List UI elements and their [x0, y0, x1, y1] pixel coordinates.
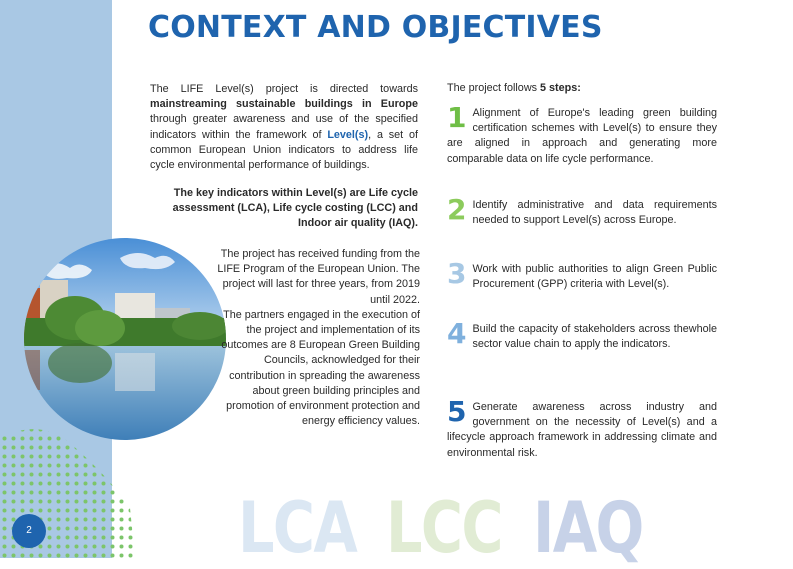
- lcc-watermark: LCC: [386, 487, 502, 569]
- page-number-badge: 2: [12, 514, 46, 548]
- key-indicators-paragraph: The key indicators within Level(s) are Life cycle assessment (LCA), Life cycle costing (LCC) and Indoor air quality (IAQ).: [172, 187, 418, 230]
- step-2: [447, 193, 717, 228]
- step-1: [447, 101, 717, 167]
- step-number: 4: [447, 317, 467, 350]
- steps-intro: The project follows 5 steps:: [447, 82, 581, 94]
- step-text: Identify administrative and data requirements needed to support Level(s) across Europe.: [472, 199, 717, 227]
- step-5: [447, 395, 717, 461]
- funding-paragraph: [206, 247, 420, 429]
- canal-houses-photo: [0, 238, 230, 440]
- page-title: CONTEXT AND OBJECTIVES: [148, 10, 603, 45]
- step-4: [447, 317, 717, 352]
- step-text: Build the capacity of stakeholders across thewhole sector value chain to apply the indicators.: [472, 323, 717, 351]
- step-number: 3: [447, 257, 467, 290]
- partners-text: The partners engaged in the execution of the project and implementation of its outcomes are 8 European Green Building Councils, acknowledged for their contribution in spreading the awareness about green building principles and promotion of environment protection and energy efficiency values.: [221, 308, 420, 428]
- levels-link[interactable]: Level(s): [327, 128, 369, 141]
- step-text: Generate awareness across industry and government on the necessity of Level(s) and a lifecycle approach framework in addressing climate and environmental risk.: [447, 401, 717, 459]
- step-number: 5: [447, 395, 467, 428]
- step-text: Alignment of Europe's leading green building certification schemes with Level(s) to ensure they are aligned in approach and generating more comparable data on life cycle performance.: [447, 107, 717, 165]
- step-number: 2: [447, 193, 467, 226]
- step-3: [447, 257, 717, 292]
- funding-text: The project has received funding from the LIFE Program of the European Union. The project will last for three years, from 2019 until 2022.: [217, 248, 420, 306]
- step-text: Work with public authorities to align Green Public Procurement (GPP) criteria with Level(s).: [472, 263, 717, 291]
- step-number: 1: [447, 101, 467, 134]
- intro-bold-phrase: mainstreaming sustainable buildings in Europe: [150, 98, 418, 111]
- lca-watermark: LCA: [238, 487, 357, 569]
- iaq-watermark: IAQ: [533, 487, 643, 569]
- intro-paragraph: The LIFE Level(s) project is directed towards mainstreaming sustainable buildings in Europe through greater awareness and use of the specified indicators within the framework of Level(s), a set of common European Union indicators to address life cycle environmental performance of buildings.: [150, 83, 419, 172]
